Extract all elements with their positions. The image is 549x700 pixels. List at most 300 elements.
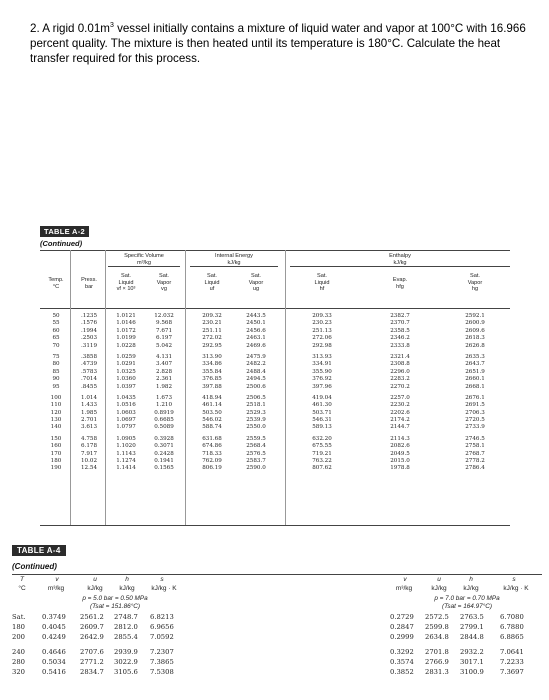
table-cell: 9.568 <box>155 320 172 327</box>
table-a4 <box>0 540 549 700</box>
table-cell: 588.74 <box>202 424 222 431</box>
col-vf <box>108 313 144 477</box>
table-cell: 2812.0 <box>114 623 138 631</box>
table-cell: Sat. <box>12 613 26 621</box>
table-cell: 7.671 <box>155 327 172 334</box>
a4-header-v: v <box>55 576 59 583</box>
table-cell: 6.7080 <box>500 613 524 621</box>
table-cell: .8455 <box>80 383 97 390</box>
table-cell: 674.86 <box>202 443 222 450</box>
table-cell: 1.1274 <box>116 458 136 465</box>
table-cell: 376.92 <box>312 376 332 383</box>
row-group <box>74 395 104 432</box>
table-cell: 2308.8 <box>390 361 410 368</box>
table-cell: 190 <box>50 465 62 472</box>
table-cell: 2333.8 <box>390 342 410 349</box>
table-cell: 2358.5 <box>390 327 410 334</box>
table-cell: 2590.0 <box>246 465 266 472</box>
header-vg-1: Sat. <box>159 273 169 279</box>
table-cell: 251.13 <box>312 327 332 334</box>
a4-pressure-right-line1: p = 7.0 bar = 0.70 MPa <box>434 595 500 602</box>
table-cell: 397.96 <box>312 383 332 390</box>
divider <box>285 250 286 525</box>
table-cell: 2539.9 <box>246 417 266 424</box>
table-cell: 2932.2 <box>460 648 484 656</box>
table-a4-subtitle: (Continued) <box>12 562 57 571</box>
table-cell: 806.19 <box>202 465 222 472</box>
table-cell: 10.02 <box>80 458 97 465</box>
problem-text-part1: A rigid 0.01m <box>42 21 110 35</box>
table-cell: 2786.4 <box>465 465 485 472</box>
table-cell: 1.0797 <box>116 424 136 431</box>
table-cell: 1.0121 <box>116 313 136 319</box>
header-hf-2: Liquid <box>314 279 330 286</box>
table-cell: 763.22 <box>312 458 332 465</box>
table-cell: 0.1941 <box>154 458 174 465</box>
table-cell: 2559.5 <box>246 435 266 442</box>
table-cell: 4.758 <box>80 435 97 442</box>
col-hg <box>445 313 505 477</box>
header-hf-3: hf <box>319 286 325 292</box>
table-cell: 2643.7 <box>465 361 485 368</box>
table-cell: 209.32 <box>202 313 222 319</box>
table-cell: 2230.2 <box>390 402 410 409</box>
table-cell: 75 <box>52 353 60 360</box>
table-cell: .3119 <box>80 342 97 349</box>
table-cell: 2600.9 <box>465 320 485 327</box>
internal-energy-rule <box>190 266 278 267</box>
table-cell: 0.2999 <box>390 633 414 641</box>
table-cell: 6.8865 <box>500 633 524 641</box>
table-cell: 2576.5 <box>246 450 266 457</box>
table-a4-top-rule <box>12 574 542 575</box>
a4-header-v-right: v <box>403 576 407 583</box>
a4-unit-h-right: kJ/kg <box>463 585 479 592</box>
table-cell: 2443.5 <box>246 313 266 319</box>
a4-unit-T: °C <box>18 585 26 592</box>
header-ie-unit: kJ/kg <box>227 259 241 266</box>
header-vg-2: Vapor <box>156 279 172 286</box>
header-sv-label: Specific Volume <box>124 253 164 259</box>
table-cell: 95 <box>52 383 60 390</box>
table-cell: 1.982 <box>155 383 172 390</box>
table-cell: 272.06 <box>312 335 332 342</box>
table-cell: 292.98 <box>312 342 332 349</box>
table-cell: 209.33 <box>312 313 332 319</box>
table-cell: 0.2729 <box>390 613 414 621</box>
table-cell: 2550.0 <box>246 424 266 431</box>
header-hf-1: Sat. <box>317 273 327 279</box>
header-vf-1: Sat. <box>121 273 131 279</box>
table-cell: 160 <box>50 443 62 450</box>
table-cell: 1.1020 <box>116 443 136 450</box>
row-group <box>108 313 144 350</box>
header-hfg-1: Evap. <box>392 277 408 283</box>
table-cell: 2651.9 <box>465 368 485 375</box>
col-ug <box>236 313 276 477</box>
table-cell: 120 <box>50 409 62 416</box>
a4-unit-u: kJ/kg <box>87 585 103 592</box>
row-group <box>370 436 430 473</box>
table-cell: 2668.1 <box>465 383 485 390</box>
table-cell: 90 <box>52 376 60 383</box>
row-group <box>370 354 430 391</box>
row-group <box>74 354 104 391</box>
header-ug <box>236 273 276 293</box>
table-cell: 2463.1 <box>246 335 266 342</box>
table-cell: 3105.6 <box>114 668 138 676</box>
row-group <box>74 436 104 473</box>
table-cell: 180 <box>50 458 62 465</box>
table-cell: 150 <box>50 435 62 442</box>
table-a2-subtitle: (Continued) <box>40 239 83 248</box>
header-vf-2: Liquid <box>118 279 134 286</box>
row-group <box>192 436 232 473</box>
table-cell: 2049.5 <box>390 450 410 457</box>
table-a2-header-rule <box>40 308 510 309</box>
header-press <box>74 277 104 290</box>
table-cell: 2733.9 <box>465 424 485 431</box>
table-cell: 2475.9 <box>246 353 266 360</box>
table-cell: 675.55 <box>312 443 332 450</box>
table-cell: 1.673 <box>155 394 172 401</box>
table-cell: 0.6685 <box>154 417 174 424</box>
a4-header-s: s <box>160 576 164 583</box>
problem-number: 2. <box>30 21 40 35</box>
table-cell: 5.042 <box>155 342 172 349</box>
row-group <box>42 436 70 473</box>
table-cell: 240 <box>12 648 25 656</box>
a4-header-s-right: s <box>512 576 516 583</box>
table-cell: 3017.1 <box>460 658 484 666</box>
table-cell: 2676.1 <box>465 394 485 401</box>
table-cell: 0.8919 <box>154 409 174 416</box>
table-cell: 2469.6 <box>246 342 266 349</box>
table-a2-top-rule <box>40 250 510 251</box>
table-cell: 60 <box>52 327 60 334</box>
table-cell: 2618.3 <box>465 335 485 342</box>
table-cell: 12.032 <box>154 313 174 319</box>
table-cell: 2831.3 <box>425 668 449 676</box>
table-cell: 2144.7 <box>390 424 410 431</box>
table-cell: 2506.5 <box>246 394 266 401</box>
row-group <box>236 395 276 432</box>
table-cell: 1.433 <box>80 402 97 409</box>
col-hf <box>292 313 352 477</box>
table-cell: 6.178 <box>80 443 97 450</box>
table-cell: .7014 <box>80 376 97 383</box>
table-cell: 3022.9 <box>114 658 138 666</box>
table-cell: 2592.1 <box>465 313 485 319</box>
header-h-unit: kJ/kg <box>393 259 407 266</box>
row-group <box>42 354 70 391</box>
row-group <box>146 436 182 473</box>
a4-unit-h: kJ/kg <box>119 585 135 592</box>
header-hg-1: Sat. <box>470 273 480 279</box>
table-cell: 4.131 <box>155 353 172 360</box>
header-temp <box>42 277 70 290</box>
table-cell: 334.86 <box>202 361 222 368</box>
enthalpy-rule <box>290 266 510 267</box>
header-internal-energy <box>190 253 278 266</box>
table-cell: 2660.1 <box>465 376 485 383</box>
table-cell: .1576 <box>80 320 97 327</box>
table-cell: 2346.2 <box>390 335 410 342</box>
table-cell: 2015.0 <box>390 458 410 465</box>
row-group <box>445 436 505 473</box>
table-cell: 2939.9 <box>114 648 138 656</box>
table-cell: 7.3865 <box>150 658 174 666</box>
table-cell: .4739 <box>80 361 97 368</box>
table-cell: 0.1565 <box>154 465 174 472</box>
table-cell: 418.94 <box>202 394 222 401</box>
table-cell: 55 <box>52 320 60 327</box>
table-cell: 2768.7 <box>465 450 485 457</box>
table-cell: 2706.3 <box>465 409 485 416</box>
col-temp <box>42 313 70 477</box>
table-cell: 719.21 <box>312 450 332 457</box>
a4-pressure-right <box>392 595 542 610</box>
row-group <box>108 436 144 473</box>
table-cell: .5783 <box>80 368 97 375</box>
row-group <box>192 354 232 391</box>
row-group <box>292 436 352 473</box>
table-cell: 2758.1 <box>465 443 485 450</box>
a4-header-h-right: h <box>469 576 473 583</box>
a4-header-T: T <box>20 576 24 583</box>
table-cell: 1.0516 <box>116 402 136 409</box>
row-group <box>292 395 352 432</box>
header-ug-2: Vapor <box>248 279 264 286</box>
table-cell: 1.0435 <box>116 394 136 401</box>
table-cell: 1.0325 <box>116 368 136 375</box>
table-cell: 180 <box>12 623 25 631</box>
table-cell: 140 <box>50 424 62 431</box>
header-uf <box>192 273 232 293</box>
table-cell: 7.0641 <box>500 648 524 656</box>
header-ie-label: Internal Energy <box>215 253 253 259</box>
row-group <box>192 313 232 350</box>
a4-pressure-left-line1: p = 5.0 bar = 0.50 MPa <box>82 595 148 602</box>
table-cell: 589.13 <box>312 424 332 431</box>
table-cell: 355.90 <box>312 368 332 375</box>
table-cell: 170 <box>50 450 62 457</box>
a4-unit-v-right: m³/kg <box>395 585 413 592</box>
table-cell: 6.8213 <box>150 613 174 621</box>
table-cell: 1.0291 <box>116 361 136 368</box>
row-group <box>292 354 352 391</box>
table-cell: 0.4249 <box>42 633 66 641</box>
header-hg-2: Vapor <box>467 279 483 286</box>
a4-unit-s: kJ/kg · K <box>151 585 177 592</box>
table-cell: 50 <box>52 313 60 319</box>
table-cell: 130 <box>50 417 62 424</box>
row-group <box>192 395 232 432</box>
table-cell: 1.1143 <box>116 450 136 457</box>
table-cell: 12.54 <box>80 465 97 472</box>
a4-unit-v: m³/kg <box>47 585 65 592</box>
table-cell: 100 <box>50 394 62 401</box>
table-cell: 2635.3 <box>465 353 485 360</box>
table-cell: 1.014 <box>80 394 97 401</box>
row-group <box>146 395 182 432</box>
table-cell: 200 <box>12 633 25 641</box>
table-cell: 2834.7 <box>80 668 104 676</box>
table-cell: 546.02 <box>202 417 222 424</box>
header-uf-2: Liquid <box>204 279 220 286</box>
table-cell: 280 <box>12 658 25 666</box>
table-cell: 2609.7 <box>80 623 104 631</box>
table-cell: 546.31 <box>312 417 332 424</box>
row-group <box>236 436 276 473</box>
table-cell: 0.2847 <box>390 623 414 631</box>
table-cell: 6.197 <box>155 335 172 342</box>
table-cell: 320 <box>12 668 25 676</box>
table-cell: 2270.2 <box>390 383 410 390</box>
table-cell: 2599.8 <box>425 623 449 631</box>
row-group <box>108 354 144 391</box>
table-cell: 65 <box>52 335 60 342</box>
row-group <box>236 354 276 391</box>
table-cell: 2844.8 <box>460 633 484 641</box>
header-press-label: Press. <box>81 277 97 283</box>
table-cell: 2568.4 <box>246 443 266 450</box>
table-cell: 2707.6 <box>80 648 104 656</box>
table-cell: 762.09 <box>202 458 222 465</box>
col-press <box>74 313 104 477</box>
table-cell: 2114.3 <box>390 435 410 442</box>
a4-header-u: u <box>93 576 97 583</box>
header-hg-3: hg <box>471 286 479 292</box>
table-cell: 2488.4 <box>246 368 266 375</box>
row-group <box>370 313 430 350</box>
table-cell: 2450.1 <box>246 320 266 327</box>
table-cell: 70 <box>52 342 60 349</box>
row-group <box>42 313 70 350</box>
table-cell: 0.3071 <box>154 443 174 450</box>
table-cell: 80 <box>52 361 60 368</box>
table-cell: 2082.6 <box>390 443 410 450</box>
header-temp-unit: °C <box>52 283 60 290</box>
table-cell: 2572.5 <box>425 613 449 621</box>
table-cell: 7.3697 <box>500 668 524 676</box>
header-uf-3: uf <box>209 286 215 292</box>
divider <box>105 250 106 525</box>
table-cell: 7.0592 <box>150 633 174 641</box>
table-cell: 807.62 <box>312 465 332 472</box>
specific-volume-rule <box>108 266 180 267</box>
table-cell: 2529.3 <box>246 409 266 416</box>
table-cell: 2771.2 <box>80 658 104 666</box>
table-cell: 2748.7 <box>114 613 138 621</box>
table-cell: 2701.8 <box>425 648 449 656</box>
table-cell: 6.9656 <box>150 623 174 631</box>
table-cell: 0.2428 <box>154 450 174 457</box>
col-hfg <box>370 313 430 477</box>
row-group <box>108 395 144 432</box>
table-cell: 272.02 <box>202 335 222 342</box>
table-cell: 2202.6 <box>390 409 410 416</box>
row-group <box>370 395 430 432</box>
header-hg <box>445 273 505 293</box>
header-hfg-2: hfg <box>396 283 404 290</box>
table-cell: 1.0146 <box>116 320 136 327</box>
table-a4-title: TABLE A-4 <box>12 545 66 556</box>
table-cell: 1.0905 <box>116 435 136 442</box>
problem-text-part2: vessel initially contains a mixture of liquid water and vapor at 100°C with 16.966 percent quality. The mixture is then heated until its temperature is 180°C. Calculate the heat transfer required for this process. <box>30 21 526 65</box>
header-hf <box>292 273 352 293</box>
table-cell: 2691.5 <box>465 402 485 409</box>
table-cell: 2778.2 <box>465 458 485 465</box>
table-cell: 0.5416 <box>42 668 66 676</box>
table-cell: 7.917 <box>80 450 97 457</box>
a4-pressure-left <box>40 595 190 610</box>
table-cell: 1.985 <box>80 409 97 416</box>
header-ug-1: Sat. <box>251 273 261 279</box>
row-group <box>236 313 276 350</box>
header-press-unit: bar <box>84 283 94 290</box>
table-cell: 230.23 <box>312 320 332 327</box>
table-cell: 1.0199 <box>116 335 136 342</box>
table-cell: .1235 <box>80 313 97 319</box>
table-cell: 251.11 <box>202 327 222 334</box>
a4-unit-u-right: kJ/kg <box>431 585 447 592</box>
problem-statement <box>30 18 535 66</box>
table-cell: 3.613 <box>80 424 97 431</box>
table-cell: 419.04 <box>312 394 332 401</box>
table-cell: 2500.6 <box>246 383 266 390</box>
row-group <box>292 313 352 350</box>
a4-header-h: h <box>125 576 129 583</box>
table-cell: 1.0697 <box>116 417 136 424</box>
table-cell: 313.93 <box>312 353 332 360</box>
table-cell: 313.90 <box>202 353 222 360</box>
table-cell: 2370.7 <box>390 320 410 327</box>
a4-header-u-right: u <box>437 576 441 583</box>
table-cell: 2.828 <box>155 368 172 375</box>
row-group <box>42 395 70 432</box>
table-cell: 503.50 <box>202 409 222 416</box>
cubic-superscript: 3 <box>109 22 114 29</box>
table-cell: 7.2233 <box>500 658 524 666</box>
table-cell: 2855.4 <box>114 633 138 641</box>
table-cell: 3.407 <box>155 361 172 368</box>
table-cell: 2634.8 <box>425 633 449 641</box>
row-group <box>445 313 505 350</box>
table-cell: 503.71 <box>312 409 332 416</box>
table-cell: 0.4646 <box>42 648 66 656</box>
a4-pressure-right-line2: (Tsat = 164.97°C) <box>441 602 493 610</box>
a4-pressure-left-line2: (Tsat = 151.86°C) <box>89 602 141 610</box>
table-cell: 334.91 <box>312 361 332 368</box>
table-cell: 2174.2 <box>390 417 410 424</box>
table-cell: 2583.7 <box>246 458 266 465</box>
table-cell: 230.21 <box>202 320 222 327</box>
table-cell: 2283.2 <box>390 376 410 383</box>
table-cell: 397.88 <box>202 383 222 390</box>
table-cell: .1994 <box>80 327 97 334</box>
table-cell: 0.3749 <box>42 613 66 621</box>
col-vg <box>146 313 182 477</box>
table-cell: 0.4045 <box>42 623 66 631</box>
header-vf <box>108 273 144 293</box>
table-cell: 2720.5 <box>465 417 485 424</box>
table-cell: 376.85 <box>202 376 222 383</box>
col-uf <box>192 313 232 477</box>
header-temp-label: Temp. <box>48 277 64 283</box>
header-h-label: Enthalpy <box>389 253 411 259</box>
a4-unit-s-right: kJ/kg · K <box>503 585 529 592</box>
